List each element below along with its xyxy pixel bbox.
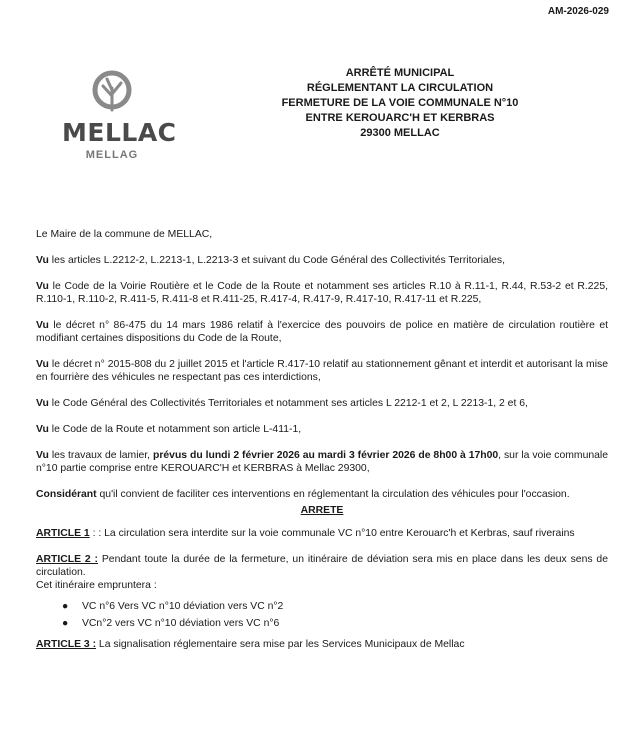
considerant-label: Considérant [36,489,97,500]
deviation-route: VCn°2 vers VC n°10 déviation vers VC n°6 [82,618,280,629]
arrete-heading: ARRETE [300,505,344,516]
title-line: FERMETURE DE LA VOIE COMMUNALE N°10 [281,97,519,109]
considerant-paragraph [36,488,608,501]
title-line: ARRÊTÉ MUNICIPAL [345,67,455,79]
vu-label: Vu [36,450,49,461]
decree-title [270,66,530,141]
vu-label: Vu [36,255,49,266]
article-1-label: ARTICLE 1 [36,528,90,539]
travaux-location: , sur la voie communale n°10 partie comprise entre KEROUARC'H et KERBRAS à Mellac 29300, [36,450,609,474]
bullet-icon: ● [62,618,69,629]
list-item [62,617,608,630]
vu-paragraph [36,358,608,384]
logo-subtitle: MELLAG [85,149,139,161]
article-3-label: ARTICLE 3 : [36,639,97,650]
article-2 [36,553,608,592]
title-line: 29300 MELLAC [360,127,440,139]
list-item [62,600,608,613]
tree-icon [89,70,135,114]
travaux-dates: prévus du lundi 2 février 2026 au mardi 3 février 2026 de 8h00 à 17h00 [153,450,499,461]
intro-paragraph: Le Maire de la commune de MELLAC, [36,229,213,240]
decree-body [36,228,608,664]
article-3 [36,638,608,651]
article-2-line2: Cet itinéraire empruntera : [36,580,157,591]
vu-travaux-paragraph [36,449,608,475]
vu-paragraph [36,280,608,306]
article-3-text: La signalisation réglementaire sera mise par les Services Municipaux de Mellac [96,639,465,650]
vu-paragraph [36,254,608,267]
deviation-list [36,600,608,630]
logo-name: MELLAC [62,118,177,147]
vu-label: Vu [36,398,49,409]
bullet-icon: ● [62,601,69,612]
travaux-text: les travaux de lamier, [48,450,153,461]
vu-label: Vu [36,359,49,370]
title-line: ENTRE KEROUARC'H ET KERBRAS [305,112,495,124]
vu-text: le Code de la Route et notamment son article L-411-1, [48,424,302,435]
article-1 [36,527,608,540]
vu-text: les articles L.2212-2, L.2213-1, L.2213-3 et suivant du Code Général des Collectivités Territoriales, [48,255,505,266]
vu-paragraph [36,319,608,345]
vu-label: Vu [36,424,49,435]
vu-text: le Code Général des Collectivités Territoriales et notamment ses articles L 2212-1 et 2, L 2213-1, 2 et 6, [48,398,528,409]
vu-label: Vu [36,281,49,292]
article-2-text: Pendant toute la durée de la fermeture, un itinéraire de déviation sera mis en place dans les deux sens de circulation. [36,554,608,578]
mellac-logo [62,70,177,161]
vu-text: le décret n° 2015-808 du 2 juillet 2015 et l'article R.417-10 relatif au stationnement gênant et interdit et autorisant la mise en fourrière des véhicules ne respectant pas ces interdictions, [36,359,608,383]
deviation-route: VC n°6 Vers VC n°10 déviation vers VC n°2 [82,601,284,612]
vu-paragraph [36,423,608,436]
considerant-text: qu'il convient de faciliter ces interventions en réglementant la circulation des véhicules pour l'occasion. [96,489,570,500]
article-1-text: : : La circulation sera interdite sur la voie communale VC n°10 entre Kerouarc'h et Kerbras, sauf riverains [89,528,575,539]
vu-text: le décret n° 86-475 du 14 mars 1986 relatif à l'exercice des pouvoirs de police en matière de circulation routière et modifiant certaines dispositions du Code de la Route, [36,320,608,344]
document-reference: AM-2026-029 [547,6,609,17]
vu-label: Vu [36,320,49,331]
vu-text: le Code de la Voirie Routière et le Code de la Route et notamment ses articles R.10 à R.11-1, R.44, R.53-2 et R.225, R.110-1, R.110-2, R.411-5, R.411-8 et R.411-25, R.417-4, R.417-9, R.417-10, R.417-11 et R.225, [36,281,608,305]
article-2-label: ARTICLE 2 : [36,554,98,565]
title-line: RÉGLEMENTANT LA CIRCULATION [306,82,494,94]
vu-paragraph [36,397,608,410]
